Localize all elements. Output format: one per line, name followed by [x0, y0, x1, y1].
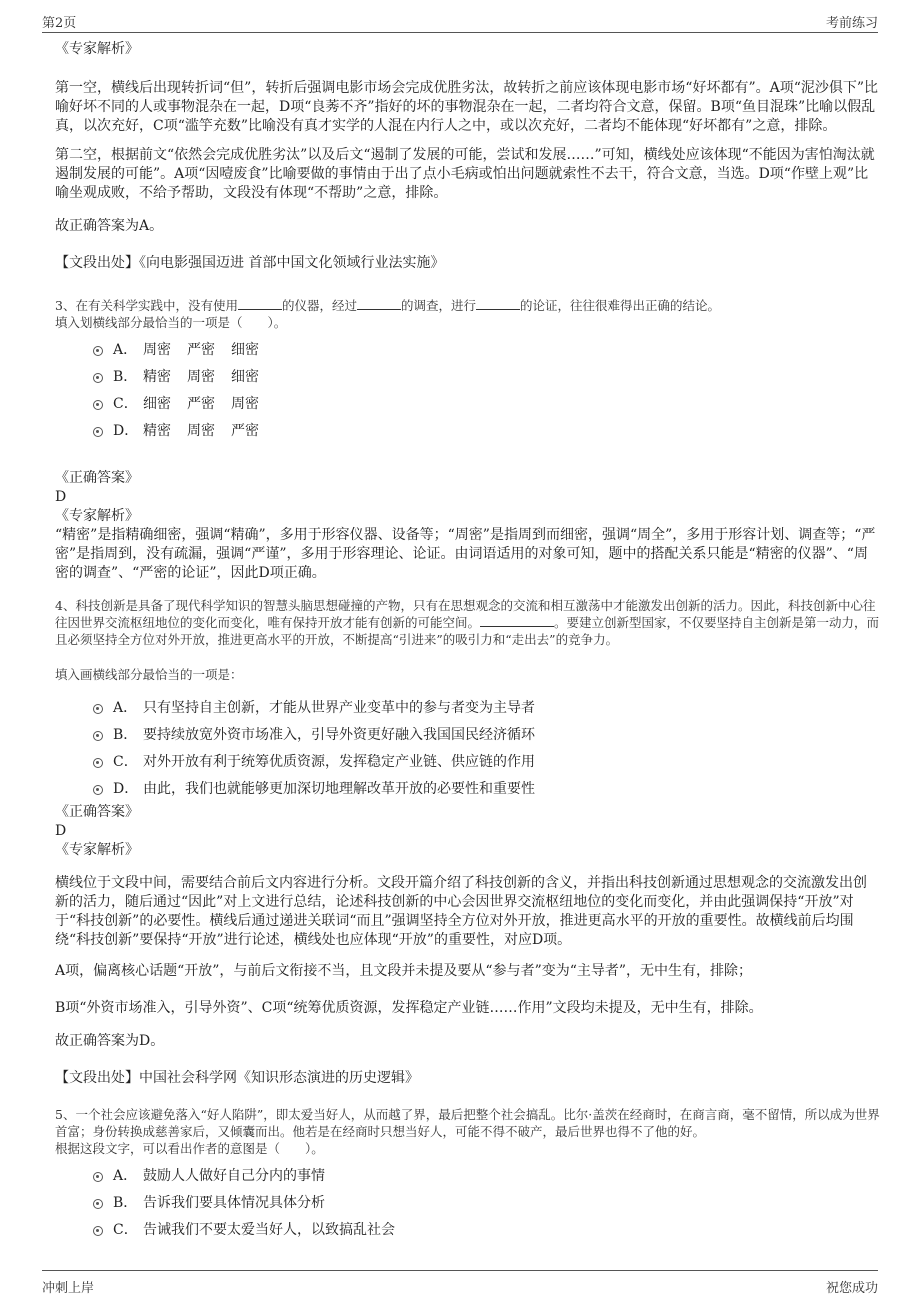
- radio-icon[interactable]: [93, 704, 103, 714]
- option-d[interactable]: D． 精密 周密 严密: [55, 418, 880, 445]
- answer-blank: [480, 614, 554, 627]
- option-c[interactable]: C． 对外开放有利于统筹优质资源，发挥稳定产业链、供应链的作用: [55, 749, 880, 776]
- radio-icon[interactable]: [93, 1172, 103, 1182]
- radio-icon[interactable]: [93, 1199, 103, 1209]
- radio-icon[interactable]: [93, 346, 103, 356]
- option-c[interactable]: C． 细密 严密 周密: [55, 391, 880, 418]
- page-footer: [42, 1270, 878, 1297]
- question-instruction: 根据这段文字，可以看出作者的意图是（ ）。: [55, 1141, 324, 1156]
- question-instruction: 填入画横线部分最恰当的一项是：: [55, 667, 243, 682]
- radio-icon[interactable]: [93, 758, 103, 768]
- radio-icon[interactable]: [93, 731, 103, 741]
- radio-icon[interactable]: [93, 785, 103, 795]
- footer-left-text: 冲刺上岸: [42, 1281, 95, 1296]
- page-number: 第2页: [42, 16, 77, 31]
- answer-label: 《正确答案》: [55, 804, 139, 820]
- source-citation: 【文段出处】《向电影强国迈进 首部中国文化领域行业法实施》: [55, 255, 445, 271]
- option-c[interactable]: C． 告诫我们不要太爱当好人，以致搞乱社会: [55, 1217, 880, 1244]
- answer-blank: [476, 297, 520, 310]
- analysis-paragraph: 第二空，根据前文“依然会完成优胜劣汰”以及后文“遏制了发展的可能，尝试和发展……”可知，横线处应该体现“不能因为害怕淘汰就遏制发展的可能”。A项“因噎废食”比喻要做的事情由于出了点小毛病或怕出问题就索性不去干，符合文意，当选。D项“作壁上观”比喻坐观成败，不给予帮助，文段没有体现“不帮助”之意，排除。: [55, 147, 875, 201]
- option-a[interactable]: A． 鼓励人人做好自己分内的事情: [55, 1163, 880, 1190]
- radio-icon[interactable]: [93, 1226, 103, 1236]
- answer-conclusion: 故正确答案为A。: [55, 218, 164, 234]
- document-body: [55, 40, 880, 1244]
- analysis-paragraph: B项“外资市场准入，引导外资”、C项“统筹优质资源，发挥稳定产业链……作用”文段均未提及，无中生有，排除。: [55, 1000, 763, 1016]
- answer-blank: [238, 297, 282, 310]
- option-a[interactable]: A． 只有坚持自主创新，才能从世界产业变革中的参与者变为主导者: [55, 695, 880, 722]
- answer-value: D: [55, 823, 67, 839]
- footer-right-text: 祝您成功: [825, 1281, 878, 1296]
- answer-value: D: [55, 489, 67, 505]
- source-citation: 【文段出处】中国社会科学网《知识形态演进的历史逻辑》: [55, 1070, 419, 1086]
- option-list: [55, 1163, 880, 1244]
- radio-icon[interactable]: [93, 427, 103, 437]
- page-header: [42, 8, 878, 33]
- analysis-paragraph: 第一空，横线后出现转折词“但”，转折后强调电影市场会完成优胜劣汰，故转折之前应该体现电影市场“好坏都有”。A项“泥沙俱下”比喻好坏不同的人或事物混杂在一起，D项“良莠不齐”指好的坏的事物混杂在一起，二者均符合文意，保留。B项“鱼目混珠”比喻以假乱真，以次充好，C项“滥竽充数”比喻没有真才实学的人混在内行人之中，或以次充好，二者均不能体现“好坏都有”之意，排除。: [55, 80, 879, 134]
- option-b[interactable]: B． 告诉我们要具体情况具体分析: [55, 1190, 880, 1217]
- answer-label: 《正确答案》: [55, 470, 139, 486]
- radio-icon[interactable]: [93, 400, 103, 410]
- answer-blank: [357, 297, 401, 310]
- analysis-label: 《专家解析》: [55, 508, 139, 524]
- radio-icon[interactable]: [93, 373, 103, 383]
- analysis-paragraph: 横线位于文段中间，需要结合前后文内容进行分析。文段开篇介绍了科技创新的含义，并指出科技创新通过思想观念的交流激发出创新的活力，随后通过“因此”对上文进行总结，论述科技创新的中心会因世界交流枢纽地位的变化而变化，并由此强调保持“开放”对于“科技创新”的必要性。横线后通过递进关联词“而且”强调坚持全方位对外开放，推进更高水平的开放的重要性。故横线前后均围绕“科技创新”要保持“开放”进行论述，横线处也应体现“开放”的重要性，对应D项。: [55, 875, 867, 948]
- option-list: [55, 695, 880, 803]
- analysis-paragraph: A项，偏离核心话题“开放”，与前后文衔接不当，且文段并未提及要从“参与者”变为“主导者”，无中生有，排除；: [55, 963, 753, 979]
- answer-conclusion: 故正确答案为D。: [55, 1033, 165, 1049]
- question-stem: 4、科技创新是具备了现代科学知识的智慧头脑思想碰撞的产物，只有在思想观念的交流和相互激荡中才能激发出创新的活力。因此，科技创新中心往往因世界交流枢纽地位的变化而变化，唯有保持开放才能有创新的可能空间。 。要建立创新型国家，不仅要坚持自主创新是第一动力，而且必须坚持全方位对外开放，推进更高水平的开放，不断提高“引进来”的吸引力和“走出去”的竞争力。: [55, 598, 880, 647]
- option-b[interactable]: B． 精密 周密 细密: [55, 364, 880, 391]
- header-title: 考前练习: [825, 16, 878, 31]
- question-stem: 5、一个社会应该避免落入“好人陷阱”，即太爱当好人，从而越了界，最后把整个社会搞乱。比尔·盖茨在经商时，在商言商，毫不留情，所以成为世界首富；身份转换成慈善家后，又倾囊而出。他若是在经商时只想当好人，可能不得不破产，最后世界也得不了他的好。: [55, 1107, 880, 1139]
- question-stem: 3、在有关科学实践中，没有使用 的仪器，经过 的调查，进行 的论证，往往很难得出正确的结论。: [55, 298, 721, 313]
- analysis-paragraph: “精密”是指精确细密，强调“精确”，多用于形容仪器、设备等；“周密”是指周到而细密，强调“周全”，多用于形容计划、调查等；“严密”是指周到，没有疏漏，强调“严谨”，多用于形容理论、论证。由词语适用的对象可知，题中的搭配关系只能是“精密的仪器”、“周密的调查”、“严密的论证”，因此D项正确。: [55, 527, 876, 581]
- analysis-label: 《专家解析》: [55, 41, 139, 57]
- analysis-label: 《专家解析》: [55, 842, 139, 858]
- option-b[interactable]: B． 要持续放宽外资市场准入，引导外资更好融入我国国民经济循环: [55, 722, 880, 749]
- option-a[interactable]: A． 周密 严密 细密: [55, 337, 880, 364]
- question-instruction: 填入划横线部分最恰当的一项是（ ）。: [55, 315, 287, 330]
- option-list: [55, 337, 880, 445]
- option-d[interactable]: D． 由此，我们也就能够更加深切地理解改革开放的必要性和重要性: [55, 776, 880, 803]
